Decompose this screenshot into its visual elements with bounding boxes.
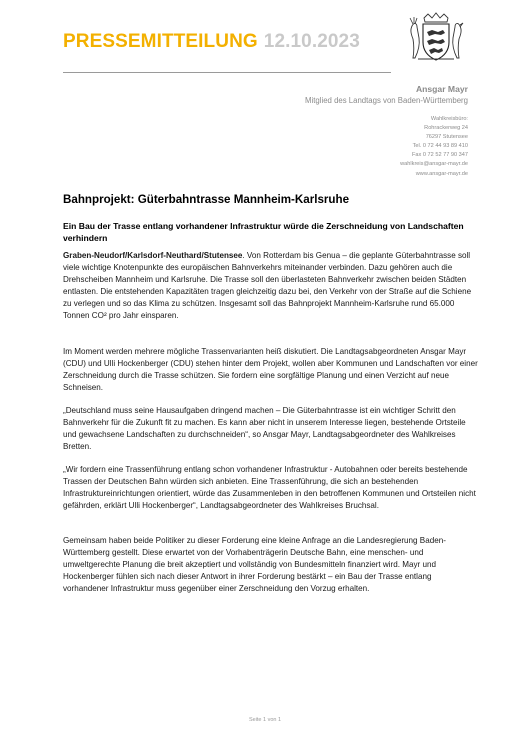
paragraph-1 xyxy=(63,250,478,323)
lead-location: Graben-Neudorf/Karlsdorf-Neuthard/Stutensee xyxy=(63,251,243,260)
article-headline: Bahnprojekt: Güterbahntrasse Mannheim-Karlsruhe xyxy=(63,193,350,206)
office-label: Wahlkreisbüro: xyxy=(430,116,468,122)
paragraph-2: Im Moment werden mehrere mögliche Trassenvarianten heiß diskutiert. Die Landtagsabgeordneten Ansgar Mayr (CDU) und Ulli Hockenberger (CDU) stehen hinter dem Projekt, wollen aber Kommunen und Landschaften vor einer Zerschneidung durch die Trasse schützen. Sie fordern eine sorgfältige Planung und einen Verzicht auf neue Schneisen. xyxy=(63,347,478,393)
paragraph-4: „Wir fordern eine Trassenführung entlang schon vorhandener Infrastruktur - Autobahnen oder bereits bestehende Trassen der Deutschen Bahn würden sich anbieten. Eine Trassenführung, die sich an bestehenden Infrastruktureinrichtungen orientiert, würde das Zusammenleben in den betroffenen Kommunen und Ortsteilen nicht gefährden, erklärt Ulli Hockenberger“, Landtagsabgeordneter des Wahlkreises Bruchsal. xyxy=(63,465,476,511)
sender-name: Ansgar Mayr xyxy=(415,84,468,94)
paragraph-3: „Deutschland muss seine Hausaufgaben dringend machen – Die Güterbahntrasse ist ein wichtiger Schritt den Bahnverkehr für die Zukunft fit zu machen. Es kann aber nicht in unserem Interesse liegen, bestehende Ortsteile und gewachsene Landschaften zu durchschneiden“, so Ansgar Mayr, Landtagsabgeordneter des Wahlkreises Bretten. xyxy=(63,406,466,452)
coat-of-arms-icon xyxy=(408,12,464,66)
title-label: PRESSEMITTEILUNG xyxy=(63,31,258,52)
phone-number: Tel. 0 72 44 93 89 410 xyxy=(412,143,468,150)
paragraph-5: Gemeinsam haben beide Politiker zu dieser Forderung eine kleine Anfrage an die Landesregierung Baden-Württemberg gestellt. Diese erwartet von der Vorhabenträgerin Deutsche Bahn, eine menschen- und umweltgerechte Planung die breit akzeptiert und vollständig von Bundesmitteln finanziert wird. Mayr und Hockenberger fühlen sich nach dieser Antwort in ihrer Forderung bestärkt – ein Bau der Trasse entlang vorhandener Infrastruktur muss gegenüber einer Zerschneidung den Vorzug erhalten. xyxy=(63,536,446,594)
city-address: 76297 Stutensee xyxy=(425,134,468,141)
page-footer: Seite 1 von 1 xyxy=(248,717,282,723)
header-divider xyxy=(63,72,391,73)
street-address: Rohrackerweg 24 xyxy=(424,125,468,132)
release-date: 12.10.2023 xyxy=(263,31,360,52)
email-address[interactable]: wahlkreis@ansgar-mayr.de xyxy=(400,161,468,168)
website-link[interactable]: www.ansgar-mayr.de xyxy=(415,170,468,177)
sender-role: Mitglied des Landtags von Baden-Württemberg xyxy=(305,96,468,105)
paragraph-1-text: . Von Rotterdam bis Genua – die geplante Güterbahntrasse soll viele wichtige Knotenpunkte des europäischen Bahnverkehrs miteinander verbinden. Dazu gehören auch die Drehscheiben Mannheim und Karlsruhe. Die Trasse soll den überlasteten Bahnverkehr zwischen beiden Städten entlasten. Die entstehenden Kapazitäten tragen gleichzeitig dazu bei, den Verkehr von der Straße auf die Schiene zu verlegen und so das Klima zu schützen. Insgesamt soll das Bahnprojekt Mannheim-Karlsruhe rund 65.000 Tonnen CO² pro Jahr einsparen. xyxy=(63,251,472,321)
fax-number: Fax 0 72 52 77 90 347 xyxy=(412,152,468,159)
page-header-title xyxy=(63,31,360,53)
article-subheadline: Ein Bau der Trasse entlang vorhandener Infrastruktur würde die Zerschneidung von Landschaften verhindern xyxy=(63,221,464,243)
contact-block xyxy=(400,115,468,179)
